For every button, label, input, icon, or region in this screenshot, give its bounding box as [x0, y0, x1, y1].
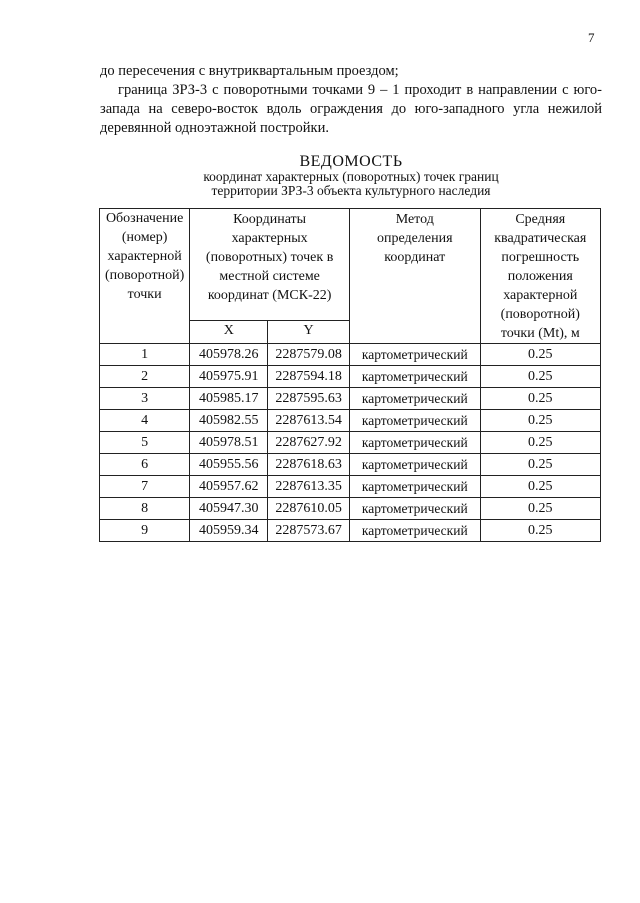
- cell-method: картометрический: [349, 410, 480, 432]
- cell-method: картометрический: [349, 366, 480, 388]
- cell-point: 3: [100, 388, 190, 410]
- header-point: [100, 209, 190, 344]
- table-row: [100, 366, 601, 388]
- cell-error: 0.25: [480, 520, 600, 542]
- cell-error: 0.25: [480, 388, 600, 410]
- cell-method: картометрический: [349, 432, 480, 454]
- table-row: [100, 388, 601, 410]
- table-row: [100, 476, 601, 498]
- cell-y: 2287613.54: [268, 410, 350, 432]
- cell-x: 405957.62: [190, 476, 268, 498]
- header-error-label: Средняя квадратическая погрешность положения характерной (поворотной) точки (Mt), м: [494, 212, 587, 341]
- header-x: X: [190, 320, 268, 343]
- cell-point: 9: [100, 520, 190, 542]
- cell-y: 2287579.08: [268, 344, 350, 366]
- cell-method: картометрический: [349, 454, 480, 476]
- table-row: [100, 432, 601, 454]
- cell-point: 5: [100, 432, 190, 454]
- cell-method: картометрический: [349, 476, 480, 498]
- cell-error: 0.25: [480, 454, 600, 476]
- cell-x: 405985.17: [190, 388, 268, 410]
- cell-error: 0.25: [480, 344, 600, 366]
- header-coordinates-label: Координаты характерных (поворотных) точек в местной системе координат (МСК-22): [205, 212, 334, 303]
- cell-x: 405982.55: [190, 410, 268, 432]
- cell-y: 2287594.18: [268, 366, 350, 388]
- cell-x: 405975.91: [190, 366, 268, 388]
- paragraph-1: до пересечения с внутриквартальным проездом;: [100, 63, 399, 79]
- table-row: [100, 344, 601, 366]
- cell-point: 1: [100, 344, 190, 366]
- cell-error: 0.25: [480, 498, 600, 520]
- cell-y: 2287573.67: [268, 520, 350, 542]
- cell-y: 2287595.63: [268, 388, 350, 410]
- document-title: ВЕДОМОСТЬ: [299, 153, 403, 170]
- header-y: Y: [268, 320, 350, 343]
- cell-method: картометрический: [349, 520, 480, 542]
- cell-point: 4: [100, 410, 190, 432]
- cell-point: 7: [100, 476, 190, 498]
- cell-y: 2287627.92: [268, 432, 350, 454]
- cell-point: 8: [100, 498, 190, 520]
- cell-x: 405955.56: [190, 454, 268, 476]
- cell-point: 6: [100, 454, 190, 476]
- header-point-label: Обозначение (номер) характерной (поворотной) точки: [105, 211, 185, 302]
- cell-x: 405978.26: [190, 344, 268, 366]
- cell-error: 0.25: [480, 366, 600, 388]
- table-row: [100, 410, 601, 432]
- coordinates-table: [99, 208, 601, 542]
- cell-method: картометрический: [349, 498, 480, 520]
- header-method-label: Метод определения координат: [377, 212, 453, 265]
- page-number: 7: [588, 30, 595, 45]
- table-row: [100, 520, 601, 542]
- cell-method: картометрический: [349, 388, 480, 410]
- cell-error: 0.25: [480, 476, 600, 498]
- cell-x: 405978.51: [190, 432, 268, 454]
- header-method: [349, 209, 480, 344]
- cell-error: 0.25: [480, 432, 600, 454]
- cell-y: 2287618.63: [268, 454, 350, 476]
- table-row: [100, 454, 601, 476]
- coordinates-table-body: [100, 344, 601, 542]
- cell-y: 2287610.05: [268, 498, 350, 520]
- header-error: [480, 209, 600, 344]
- cell-error: 0.25: [480, 410, 600, 432]
- cell-method: картометрический: [349, 344, 480, 366]
- table-row: [100, 498, 601, 520]
- header-coordinates: [190, 209, 350, 321]
- cell-x: 405947.30: [190, 498, 268, 520]
- cell-x: 405959.34: [190, 520, 268, 542]
- document-subtitle-line-2: территории ЗРЗ-3 объекта культурного наследия: [211, 183, 491, 198]
- cell-y: 2287613.35: [268, 476, 350, 498]
- document-subtitle-line-1: координат характерных (поворотных) точек границ: [203, 169, 499, 184]
- paragraph-2: граница ЗРЗ-3 с поворотными точками 9 – 1 проходит в направлении с юго-запада на северо-восток вдоль ограждения до юго-западного угла нежилой деревянной одноэтажной постройки.: [100, 82, 602, 136]
- cell-point: 2: [100, 366, 190, 388]
